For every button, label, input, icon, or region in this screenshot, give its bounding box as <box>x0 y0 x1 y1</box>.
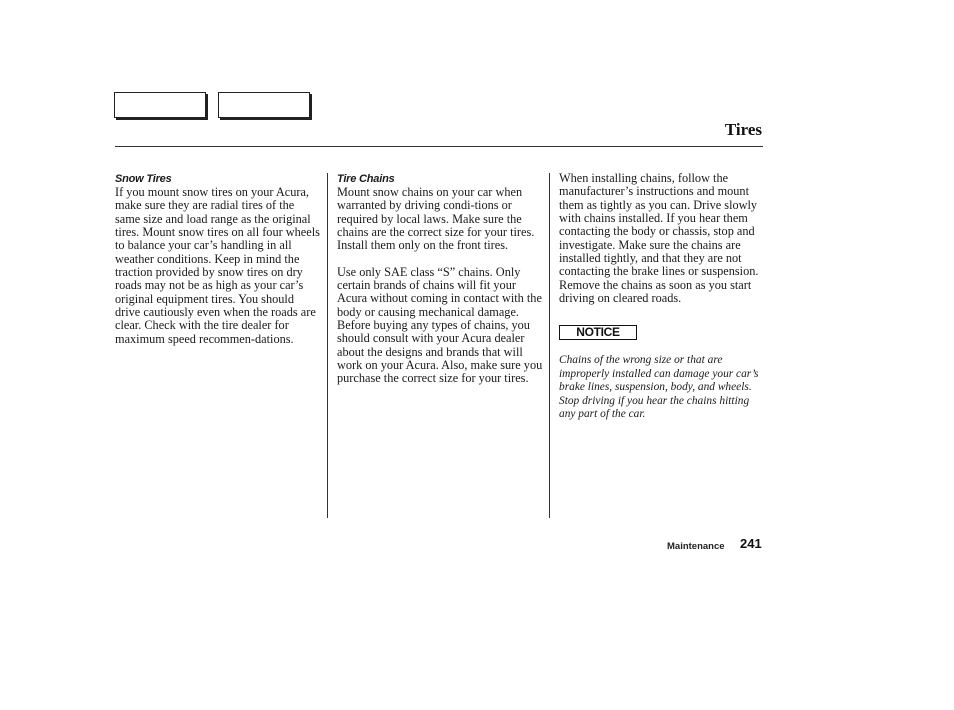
snow-tires-paragraph: If you mount snow tires on your Acura, make sure they are radial tires of the same size and load range as the original tires. Mount snow tires on all four wheels to balance your car’s handling in all weather conditions. Keep in mind the traction provided by snow tires on dry roads may not be as high as your car’s original equipment tires. You should drive cautiously even when the roads are clear. Check with the tire dealer for maximum speed recommen-dations. <box>115 185 320 346</box>
title-divider <box>115 146 763 147</box>
column-divider <box>327 173 328 518</box>
snow-tires-heading: Snow Tires <box>115 173 172 185</box>
tire-chains-heading: Tire Chains <box>337 173 395 185</box>
nav-button-previous[interactable] <box>114 92 206 118</box>
tire-chains-paragraph: Use only SAE class “S” chains. Only certain brands of chains will fit your Acura without coming in contact with the body or causing mechanical damage. Before buying any types of chains, you should consult with your Acura dealer about the designs and brands that will work on your Acura. Also, make sure you purchase the correct size for your tires. <box>337 264 543 386</box>
page-number: 241 <box>740 536 762 551</box>
column-chain-installation <box>559 172 765 422</box>
notice-badge: NOTICE <box>559 325 637 340</box>
column-snow-tires <box>115 172 321 346</box>
nav-button-next[interactable] <box>218 92 310 118</box>
tire-chains-paragraph: Mount snow chains on your car when warranted by driving condi-tions or required by local laws. Make sure the chains are the correct size for your tires. Install them only on the front tires. <box>337 185 535 253</box>
notice-text: Chains of the wrong size or that are improperly installed can damage your car’s brake lines, suspension, body, and wheels. Stop driving if you hear the chains hitting any part of the car. <box>559 354 759 421</box>
chain-installation-paragraph: When installing chains, follow the manufacturer’s instructions and mount them as tightly as you can. Drive slowly with chains installed. If you hear them contacting the body or chassis, stop and investigate. Make sure the chains are installed tightly, and that they are not contacting the brake lines or suspension. Remove the chains as soon as you start driving on cleared roads. <box>559 171 759 306</box>
page-title: Tires <box>724 120 762 139</box>
column-divider <box>549 173 550 518</box>
column-tire-chains <box>337 172 543 386</box>
footer-section-label: Maintenance <box>667 541 725 552</box>
